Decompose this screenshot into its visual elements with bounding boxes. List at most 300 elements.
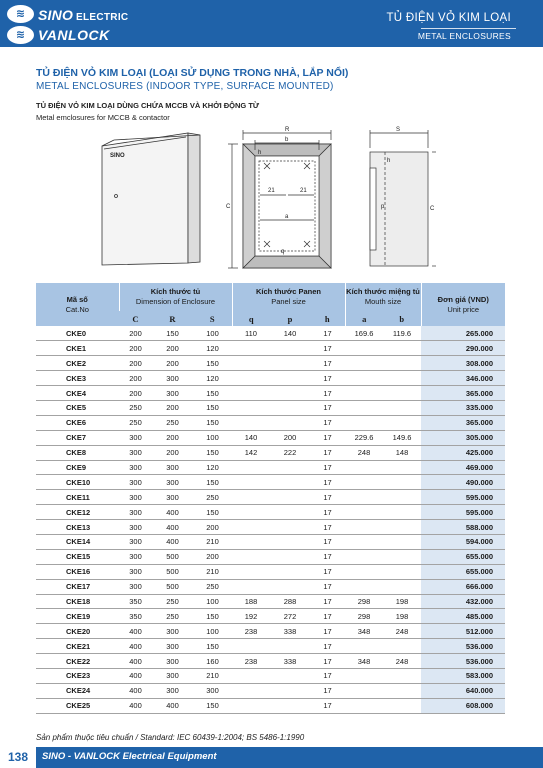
table-cell: 200 — [193, 549, 232, 564]
table-cell — [345, 371, 383, 386]
price-cell: 485.000 — [421, 609, 505, 624]
table-cell: 142 — [232, 445, 270, 460]
table-cell: 119.6 — [383, 326, 421, 341]
price-cell: 655.000 — [421, 564, 505, 579]
table-row — [36, 460, 505, 475]
table-cell: 200 — [119, 356, 152, 371]
header-cat-no — [36, 283, 119, 326]
table-cell: 350 — [119, 609, 152, 624]
table-row — [36, 594, 505, 609]
price-cell: 265.000 — [421, 326, 505, 341]
table-cell: 400 — [119, 624, 152, 639]
table-cell — [232, 549, 270, 564]
table-cell — [232, 520, 270, 535]
table-cell — [232, 534, 270, 549]
table-cell — [383, 415, 421, 430]
table-row — [36, 609, 505, 624]
table-cell — [383, 505, 421, 520]
table-cell — [383, 386, 421, 401]
cat-no-cell: CKE14 — [36, 534, 119, 549]
table-cell — [270, 386, 310, 401]
table-cell: 200 — [152, 356, 193, 371]
table-cell: 400 — [152, 520, 193, 535]
dim-label-21-left: 21 — [268, 188, 275, 194]
table-cell: 300 — [152, 683, 193, 698]
sub-header-a: a — [345, 311, 383, 326]
table-cell: 17 — [310, 609, 345, 624]
sub-header-b: b — [383, 311, 421, 326]
table-cell: 160 — [193, 654, 232, 669]
header-enclosure-group — [119, 283, 232, 311]
sub-header-p: p — [270, 311, 310, 326]
cat-no-cell: CKE8 — [36, 445, 119, 460]
table-cell: 17 — [310, 356, 345, 371]
table-cell — [383, 356, 421, 371]
price-cell: 588.000 — [421, 520, 505, 535]
table-cell: 150 — [193, 445, 232, 460]
table-cell: 300 — [119, 564, 152, 579]
table-cell: 500 — [152, 579, 193, 594]
table-cell — [232, 371, 270, 386]
drawing-brand-label: SINO — [110, 153, 125, 159]
table-cell — [232, 400, 270, 415]
cat-no-cell: CKE0 — [36, 326, 119, 341]
table-cell: 17 — [310, 371, 345, 386]
table-cell: 298 — [345, 594, 383, 609]
table-cell — [345, 549, 383, 564]
table-cell — [345, 490, 383, 505]
price-cell: 640.000 — [421, 683, 505, 698]
table-cell: 222 — [270, 445, 310, 460]
table-cell — [383, 579, 421, 594]
sub-title-en: Metal emclosures for MCCB & contactor — [36, 113, 170, 122]
sub-header-q: q — [232, 311, 270, 326]
table-cell — [383, 460, 421, 475]
table-cell: 100 — [193, 594, 232, 609]
table-cell: 200 — [152, 341, 193, 356]
table-cell — [270, 564, 310, 579]
table-cell: 400 — [152, 534, 193, 549]
table-cell: 338 — [270, 624, 310, 639]
table-cell: 300 — [152, 490, 193, 505]
table-cell: 169.6 — [345, 326, 383, 341]
table-cell: 248 — [345, 445, 383, 460]
dim-label-R: R — [285, 127, 290, 133]
price-cell: 365.000 — [421, 386, 505, 401]
table-cell: 300 — [193, 683, 232, 698]
table-cell: 238 — [232, 624, 270, 639]
table-cell — [270, 490, 310, 505]
dim-label-p: p — [381, 204, 385, 210]
cat-no-cell: CKE25 — [36, 698, 119, 713]
table-cell: 200 — [119, 386, 152, 401]
dim-label-S: S — [396, 127, 401, 133]
table-cell: 150 — [193, 386, 232, 401]
table-cell: 400 — [119, 683, 152, 698]
table-cell: 300 — [119, 475, 152, 490]
header-price-vi: Đơn giá (VND) — [437, 294, 489, 304]
cat-no-cell: CKE20 — [36, 624, 119, 639]
header-enclosure-en: Dimension of Enclosure — [135, 297, 216, 306]
price-cell: 290.000 — [421, 341, 505, 356]
cat-no-cell: CKE24 — [36, 683, 119, 698]
table-cell — [232, 356, 270, 371]
table-cell — [270, 698, 310, 713]
price-cell: 595.000 — [421, 490, 505, 505]
table-cell — [270, 534, 310, 549]
price-cell: 536.000 — [421, 654, 505, 669]
table-cell — [383, 564, 421, 579]
sino-logo-icon: ≋ — [7, 5, 34, 23]
table-cell — [345, 639, 383, 654]
table-cell — [345, 415, 383, 430]
table-cell: 200 — [119, 326, 152, 341]
cat-no-cell: CKE17 — [36, 579, 119, 594]
table-cell: 17 — [310, 400, 345, 415]
table-cell: 200 — [152, 445, 193, 460]
table-cell — [232, 341, 270, 356]
table-row — [36, 624, 505, 639]
table-cell — [383, 639, 421, 654]
table-row — [36, 326, 505, 341]
cat-no-cell: CKE7 — [36, 430, 119, 445]
table-cell: 140 — [270, 326, 310, 341]
table-cell — [383, 668, 421, 683]
table-cell: 17 — [310, 564, 345, 579]
brand-sino-suffix: ELECTRIC — [76, 12, 129, 23]
table-cell: 210 — [193, 564, 232, 579]
table-cell — [232, 564, 270, 579]
table-cell: 17 — [310, 549, 345, 564]
sub-header-R: R — [152, 311, 193, 326]
table-row — [36, 683, 505, 698]
cat-no-cell: CKE2 — [36, 356, 119, 371]
table-cell: 400 — [119, 654, 152, 669]
price-cell: 432.000 — [421, 594, 505, 609]
price-cell: 594.000 — [421, 534, 505, 549]
table-cell: 300 — [119, 490, 152, 505]
sub-title-vi: TỦ ĐIỆN VỎ KIM LOẠI DÙNG CHỨA MCCB VÀ KHỞI ĐỘNG TỪ — [36, 101, 260, 110]
table-cell: 17 — [310, 668, 345, 683]
table-cell: 400 — [152, 505, 193, 520]
table-cell: 300 — [152, 668, 193, 683]
header-unit-price — [421, 283, 505, 326]
table-cell — [345, 579, 383, 594]
table-cell: 350 — [119, 594, 152, 609]
table-cell: 400 — [119, 698, 152, 713]
table-cell: 150 — [193, 698, 232, 713]
table-cell — [383, 520, 421, 535]
cat-no-cell: CKE1 — [36, 341, 119, 356]
table-cell: 150 — [193, 415, 232, 430]
price-cell: 346.000 — [421, 371, 505, 386]
table-cell — [232, 386, 270, 401]
table-row — [36, 534, 505, 549]
header-mouth-vi: Kích thước miệng tủ — [346, 287, 420, 297]
header-title: TỦ ĐIỆN VỎ KIM LOẠI — [386, 12, 511, 24]
cat-no-cell: CKE18 — [36, 594, 119, 609]
table-cell — [232, 668, 270, 683]
table-cell: 17 — [310, 579, 345, 594]
table-row — [36, 371, 505, 386]
page-number: 138 — [0, 747, 36, 768]
table-cell — [383, 490, 421, 505]
table-cell: 200 — [270, 430, 310, 445]
table-cell — [232, 683, 270, 698]
table-cell — [345, 475, 383, 490]
cat-no-cell: CKE15 — [36, 549, 119, 564]
cat-no-cell: CKE11 — [36, 490, 119, 505]
header-cat-no-en: Cat.No — [65, 304, 89, 314]
header-panel-en: Panel size — [271, 297, 306, 306]
table-cell — [270, 549, 310, 564]
table-cell: 300 — [152, 460, 193, 475]
table-cell — [345, 356, 383, 371]
table-row — [36, 549, 505, 564]
table-cell: 17 — [310, 326, 345, 341]
table-row — [36, 430, 505, 445]
enclosure-drawings — [0, 0, 543, 283]
table-cell: 17 — [310, 490, 345, 505]
table-cell: 300 — [119, 430, 152, 445]
table-cell: 298 — [345, 609, 383, 624]
table-cell: 100 — [193, 430, 232, 445]
table-cell: 250 — [193, 490, 232, 505]
table-cell: 110 — [232, 326, 270, 341]
cat-no-cell: CKE10 — [36, 475, 119, 490]
table-cell — [270, 356, 310, 371]
table-cell — [270, 400, 310, 415]
table-cell: 17 — [310, 654, 345, 669]
dim-label-b: b — [285, 137, 289, 143]
table-cell: 248 — [383, 654, 421, 669]
enclosure-price-table — [36, 283, 505, 714]
table-row — [36, 415, 505, 430]
table-cell: 17 — [310, 341, 345, 356]
dim-label-side-C: C — [430, 206, 435, 212]
cat-no-cell: CKE16 — [36, 564, 119, 579]
table-cell — [383, 549, 421, 564]
price-cell: 469.000 — [421, 460, 505, 475]
table-row — [36, 475, 505, 490]
table-cell — [383, 371, 421, 386]
table-row — [36, 445, 505, 460]
table-row — [36, 579, 505, 594]
table-cell — [232, 475, 270, 490]
table-cell: 150 — [193, 505, 232, 520]
table-cell — [232, 698, 270, 713]
table-cell: 300 — [119, 534, 152, 549]
table-cell — [383, 534, 421, 549]
table-cell: 300 — [119, 460, 152, 475]
table-row — [36, 490, 505, 505]
table-cell: 192 — [232, 609, 270, 624]
table-cell — [345, 698, 383, 713]
table-cell — [232, 579, 270, 594]
table-cell — [232, 490, 270, 505]
price-cell: 536.000 — [421, 639, 505, 654]
table-cell: 200 — [119, 371, 152, 386]
table-cell: 17 — [310, 475, 345, 490]
table-cell: 210 — [193, 534, 232, 549]
table-cell — [270, 460, 310, 475]
sub-header-S: S — [193, 311, 232, 326]
table-row — [36, 505, 505, 520]
table-cell — [345, 668, 383, 683]
table-cell: 300 — [152, 386, 193, 401]
table-cell: 300 — [119, 505, 152, 520]
table-row — [36, 639, 505, 654]
front-view-drawing — [228, 130, 331, 268]
table-cell — [270, 341, 310, 356]
table-cell — [345, 386, 383, 401]
header-cat-no-vi: Mã số — [66, 294, 88, 304]
cat-no-cell: CKE13 — [36, 520, 119, 535]
table-row — [36, 386, 505, 401]
table-row — [36, 698, 505, 713]
table-cell: 300 — [152, 475, 193, 490]
cat-no-cell: CKE23 — [36, 668, 119, 683]
table-cell: 300 — [119, 520, 152, 535]
price-cell: 512.000 — [421, 624, 505, 639]
table-cell — [270, 683, 310, 698]
table-cell: 17 — [310, 430, 345, 445]
table-cell: 300 — [119, 549, 152, 564]
table-cell — [345, 534, 383, 549]
standard-note: Sản phẩm thuộc tiêu chuẩn / Standard: IEC 60439-1:2004; BS 5486-1:1990 — [36, 733, 305, 742]
table-cell: 150 — [193, 356, 232, 371]
header-panel-group — [232, 283, 345, 311]
dim-label-a: a — [285, 214, 289, 220]
cat-no-cell: CKE22 — [36, 654, 119, 669]
table-cell: 348 — [345, 654, 383, 669]
table-cell: 17 — [310, 520, 345, 535]
table-cell: 150 — [152, 326, 193, 341]
cat-no-cell: CKE5 — [36, 400, 119, 415]
table-cell — [270, 668, 310, 683]
table-cell: 250 — [152, 594, 193, 609]
table-cell — [270, 579, 310, 594]
table-cell: 250 — [193, 579, 232, 594]
table-cell: 229.6 — [345, 430, 383, 445]
price-cell: 583.000 — [421, 668, 505, 683]
price-cell: 305.000 — [421, 430, 505, 445]
price-cell: 308.000 — [421, 356, 505, 371]
table-cell: 17 — [310, 594, 345, 609]
cat-no-cell: CKE4 — [36, 386, 119, 401]
table-cell: 300 — [152, 371, 193, 386]
header-panel-vi: Kích thước Panen — [256, 287, 321, 297]
dim-label-21-right: 21 — [300, 188, 307, 194]
brand-vanlock: VANLOCK — [38, 27, 110, 43]
side-view-drawing — [370, 130, 436, 266]
table-cell — [232, 639, 270, 654]
table-cell — [345, 564, 383, 579]
table-cell: 17 — [310, 698, 345, 713]
section-title-en: METAL ENCLOSURES (INDOOR TYPE, SURFACE MOUNTED) — [36, 81, 334, 92]
table-cell: 348 — [345, 624, 383, 639]
table-cell: 188 — [232, 594, 270, 609]
table-cell: 400 — [119, 639, 152, 654]
table-cell: 200 — [152, 400, 193, 415]
table-cell — [345, 341, 383, 356]
table-cell: 210 — [193, 668, 232, 683]
table-row — [36, 668, 505, 683]
table-cell: 250 — [119, 400, 152, 415]
table-cell — [383, 400, 421, 415]
section-title-vi: TỦ ĐIỆN VỎ KIM LOẠI (LOẠI SỬ DỤNG TRONG NHÀ, LẮP NỔI) — [36, 67, 349, 79]
table-cell: 17 — [310, 415, 345, 430]
table-cell — [345, 460, 383, 475]
table-cell — [345, 505, 383, 520]
table-cell — [345, 520, 383, 535]
dim-label-q: q — [281, 249, 285, 255]
table-row — [36, 356, 505, 371]
footer-text: SINO - VANLOCK Electrical Equipment — [42, 751, 217, 762]
table-cell: 17 — [310, 386, 345, 401]
cat-no-cell: CKE19 — [36, 609, 119, 624]
brand-sino-text: SINO — [38, 7, 74, 23]
table-row — [36, 341, 505, 356]
table-cell: 288 — [270, 594, 310, 609]
table-row — [36, 654, 505, 669]
table-cell: 250 — [119, 415, 152, 430]
table-cell: 238 — [232, 654, 270, 669]
table-cell: 338 — [270, 654, 310, 669]
table-cell — [232, 505, 270, 520]
vanlock-logo-icon: ≋ — [7, 26, 34, 44]
sub-header-h: h — [310, 311, 345, 326]
price-cell: 655.000 — [421, 549, 505, 564]
header-subtitle: METAL ENCLOSURES — [417, 31, 511, 41]
cat-no-cell: CKE12 — [36, 505, 119, 520]
table-row — [36, 520, 505, 535]
table-cell: 149.6 — [383, 430, 421, 445]
table-cell: 300 — [152, 654, 193, 669]
price-cell: 425.000 — [421, 445, 505, 460]
table-cell — [383, 698, 421, 713]
table-cell: 17 — [310, 624, 345, 639]
table-cell: 400 — [152, 698, 193, 713]
table-cell: 17 — [310, 639, 345, 654]
table-cell: 150 — [193, 609, 232, 624]
table-cell — [270, 415, 310, 430]
price-cell: 608.000 — [421, 698, 505, 713]
table-cell: 200 — [119, 341, 152, 356]
table-cell: 200 — [152, 430, 193, 445]
table-cell: 150 — [193, 400, 232, 415]
table-cell: 500 — [152, 549, 193, 564]
table-cell: 17 — [310, 505, 345, 520]
table-cell: 150 — [193, 475, 232, 490]
table-cell: 300 — [119, 445, 152, 460]
dim-label-C: C — [226, 204, 231, 210]
price-cell: 595.000 — [421, 505, 505, 520]
header-mouth-group — [345, 283, 421, 311]
cat-no-cell: CKE21 — [36, 639, 119, 654]
table-cell: 300 — [152, 639, 193, 654]
table-row — [36, 564, 505, 579]
table-cell: 500 — [152, 564, 193, 579]
table-cell — [270, 639, 310, 654]
table-cell — [345, 683, 383, 698]
cat-no-cell: CKE3 — [36, 371, 119, 386]
table-cell: 150 — [193, 639, 232, 654]
table-cell — [270, 475, 310, 490]
table-cell: 272 — [270, 609, 310, 624]
table-cell: 250 — [152, 415, 193, 430]
cat-no-cell: CKE9 — [36, 460, 119, 475]
